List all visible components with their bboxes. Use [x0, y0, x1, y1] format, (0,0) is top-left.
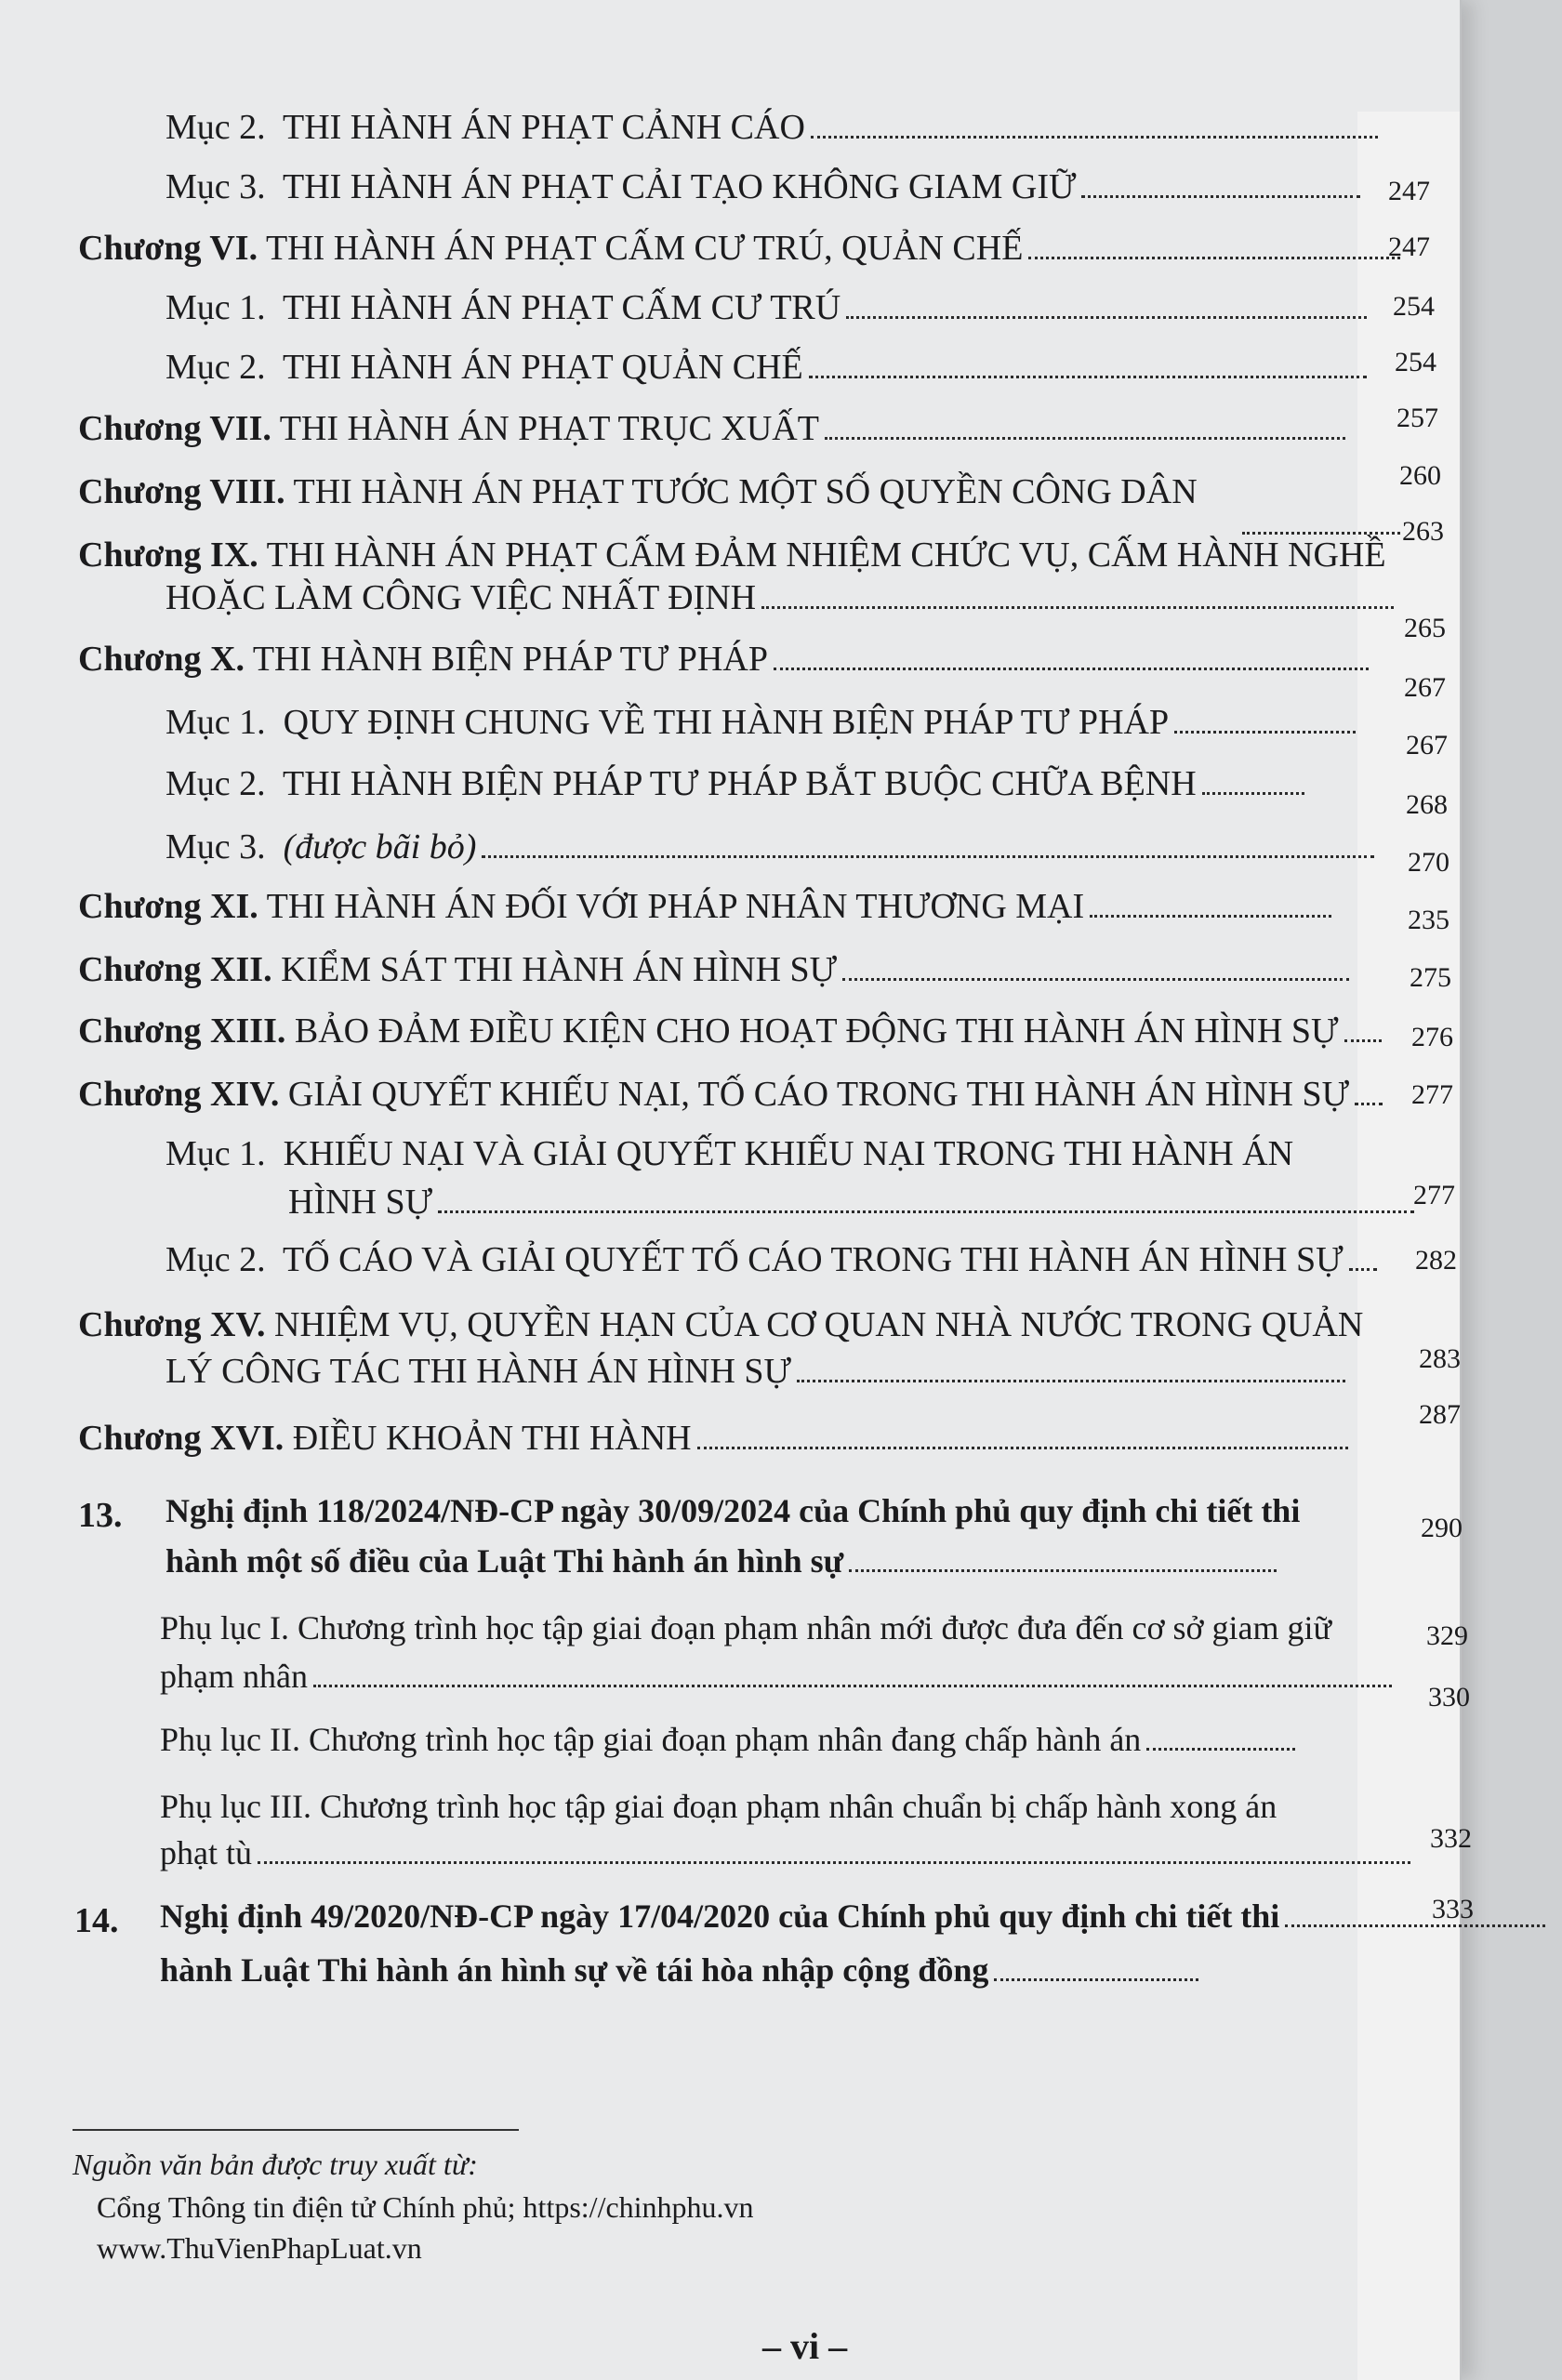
- page-ref: 247: [1388, 176, 1430, 206]
- page-number: – vi –: [762, 2325, 848, 2367]
- toc-entry-continued: HOẶC LÀM CÔNG VIỆC NHẤT ĐỊNH: [165, 575, 1399, 621]
- toc-entry: Mục 1. THI HÀNH ÁN PHẠT CẤM CƯ TRÚ: [165, 284, 1372, 331]
- toc-entry: Chương VI. THI HÀNH ÁN PHẠT CẤM CƯ TRÚ, QUẢN CHẾ: [78, 225, 1406, 271]
- page-ref: 247: [1388, 231, 1430, 262]
- law-title-continued: hành Luật Thi hành án hình sự về tái hòa nhập cộng đồng: [160, 1947, 1204, 1993]
- page-ref: 263: [1402, 516, 1444, 547]
- page-ref: 257: [1397, 403, 1438, 433]
- page-ref: 260: [1399, 460, 1441, 491]
- page-ref: 267: [1406, 730, 1448, 760]
- page-ref: 268: [1406, 789, 1448, 820]
- appendix-entry: Phụ lục I. Chương trình học tập giai đoạn phạm nhân mới được đưa đến cơ sở giam giữ: [160, 1609, 1332, 1646]
- page-ref: 290: [1421, 1513, 1463, 1543]
- law-title-continued: hành một số điều của Luật Thi hành án hình sự: [165, 1538, 1282, 1584]
- toc-entry: Mục 3. (được bãi bỏ): [165, 824, 1380, 870]
- law-title: Nghị định 49/2020/NĐ-CP ngày 17/04/2020 của Chính phủ quy định chi tiết thi: [160, 1893, 1551, 1939]
- page-ref: 333: [1432, 1894, 1474, 1924]
- toc-entry: Chương XIII. BẢO ĐẢM ĐIỀU KIỆN CHO HOẠT ĐỘNG THI HÀNH ÁN HÌNH SỰ: [78, 1008, 1387, 1054]
- page-ref: 254: [1393, 291, 1435, 322]
- toc-entry: Mục 1. KHIẾU NẠI VÀ GIẢI QUYẾT KHIẾU NẠI TRONG THI HÀNH ÁN: [165, 1134, 1294, 1173]
- footnote-heading: Nguồn văn bản được truy xuất từ:: [73, 2148, 478, 2181]
- law-title: Nghị định 118/2024/NĐ-CP ngày 30/09/2024 của Chính phủ quy định chi tiết thi: [165, 1492, 1301, 1529]
- toc-entry: Mục 1. QUY ĐỊNH CHUNG VỀ THI HÀNH BIỆN PHÁP TƯ PHÁP: [165, 699, 1361, 746]
- page-ref: 275: [1410, 962, 1451, 993]
- page-ref: 235: [1408, 905, 1449, 935]
- toc-entry: Mục 2. THI HÀNH ÁN PHẠT QUẢN CHẾ: [165, 344, 1372, 390]
- page-ref: 265: [1404, 613, 1446, 643]
- appendix-entry: Phụ lục II. Chương trình học tập giai đoạn phạm nhân đang chấp hành án: [160, 1716, 1301, 1763]
- toc-entry: Chương XII. KIỂM SÁT THI HÀNH ÁN HÌNH SỰ: [78, 946, 1355, 993]
- toc-entry: Mục 2. THI HÀNH BIỆN PHÁP TƯ PHÁP BẮT BUỘC CHỮA BỆNH: [165, 760, 1310, 807]
- toc-entry: Chương XV. NHIỆM VỤ, QUYỀN HẠN CỦA CƠ QUAN NHÀ NƯỚC TRONG QUẢN: [78, 1305, 1364, 1344]
- page-ref: 287: [1419, 1399, 1461, 1430]
- law-number: 14.: [74, 1901, 119, 1940]
- toc-entry: Chương XVI. ĐIỀU KHOẢN THI HÀNH: [78, 1415, 1354, 1461]
- page-ref: 330: [1428, 1682, 1470, 1712]
- footnote-line: Cổng Thông tin điện tử Chính phủ; https://chinhphu.vn: [97, 2190, 754, 2224]
- page-ref: 282: [1415, 1245, 1457, 1276]
- toc-entry: Chương VIII. THI HÀNH ÁN PHẠT TƯỚC MỘT SỐ QUYỀN CÔNG DÂN: [78, 472, 1198, 511]
- toc-entry: Mục 2. THI HÀNH ÁN PHẠT CẢNH CÁO: [165, 104, 1383, 151]
- appendix-entry-continued: phạt tù: [160, 1830, 1416, 1876]
- page-ref: 332: [1430, 1823, 1472, 1854]
- footnote-divider: [73, 2129, 519, 2131]
- page-ref: 283: [1419, 1343, 1461, 1374]
- appendix-entry: Phụ lục III. Chương trình học tập giai đoạn phạm nhân chuẩn bị chấp hành xong án: [160, 1788, 1277, 1825]
- toc-entry: Chương VII. THI HÀNH ÁN PHẠT TRỤC XUẤT: [78, 405, 1351, 452]
- toc-entry: Chương X. THI HÀNH BIỆN PHÁP TƯ PHÁP: [78, 636, 1374, 682]
- toc-entry: Chương XI. THI HÀNH ÁN ĐỐI VỚI PHÁP NHÂN THƯƠNG MẠI: [78, 883, 1337, 930]
- toc-entry: Mục 3. THI HÀNH ÁN PHẠT CẢI TẠO KHÔNG GIAM GIỮ: [165, 164, 1366, 210]
- page-ref: 276: [1411, 1022, 1453, 1052]
- toc-entry: Chương XIV. GIẢI QUYẾT KHIẾU NẠI, TỐ CÁO TRONG THI HÀNH ÁN HÌNH SỰ: [78, 1071, 1388, 1117]
- page-ref: 277: [1413, 1180, 1455, 1210]
- toc-entry-continued: HÌNH SỰ: [288, 1179, 1420, 1225]
- page-ref: 267: [1404, 672, 1446, 703]
- law-number: 13.: [78, 1496, 123, 1535]
- toc-entry: Mục 2. TỐ CÁO VÀ GIẢI QUYẾT TỐ CÁO TRONG THI HÀNH ÁN HÌNH SỰ: [165, 1236, 1383, 1283]
- appendix-entry-continued: phạm nhân: [160, 1653, 1397, 1699]
- footnote-line: www.ThuVienPhapLuat.vn: [97, 2231, 422, 2265]
- page-ref: 329: [1426, 1620, 1468, 1651]
- toc-entry: Chương IX. THI HÀNH ÁN PHẠT CẤM ĐẢM NHIỆM CHỨC VỤ, CẤM HÀNH NGHỀ: [78, 536, 1386, 575]
- page-ref: 254: [1395, 347, 1436, 377]
- page-ref: 277: [1411, 1079, 1453, 1110]
- toc-entry-continued: LÝ CÔNG TÁC THI HÀNH ÁN HÌNH SỰ: [165, 1348, 1351, 1395]
- page-ref: 270: [1408, 847, 1449, 878]
